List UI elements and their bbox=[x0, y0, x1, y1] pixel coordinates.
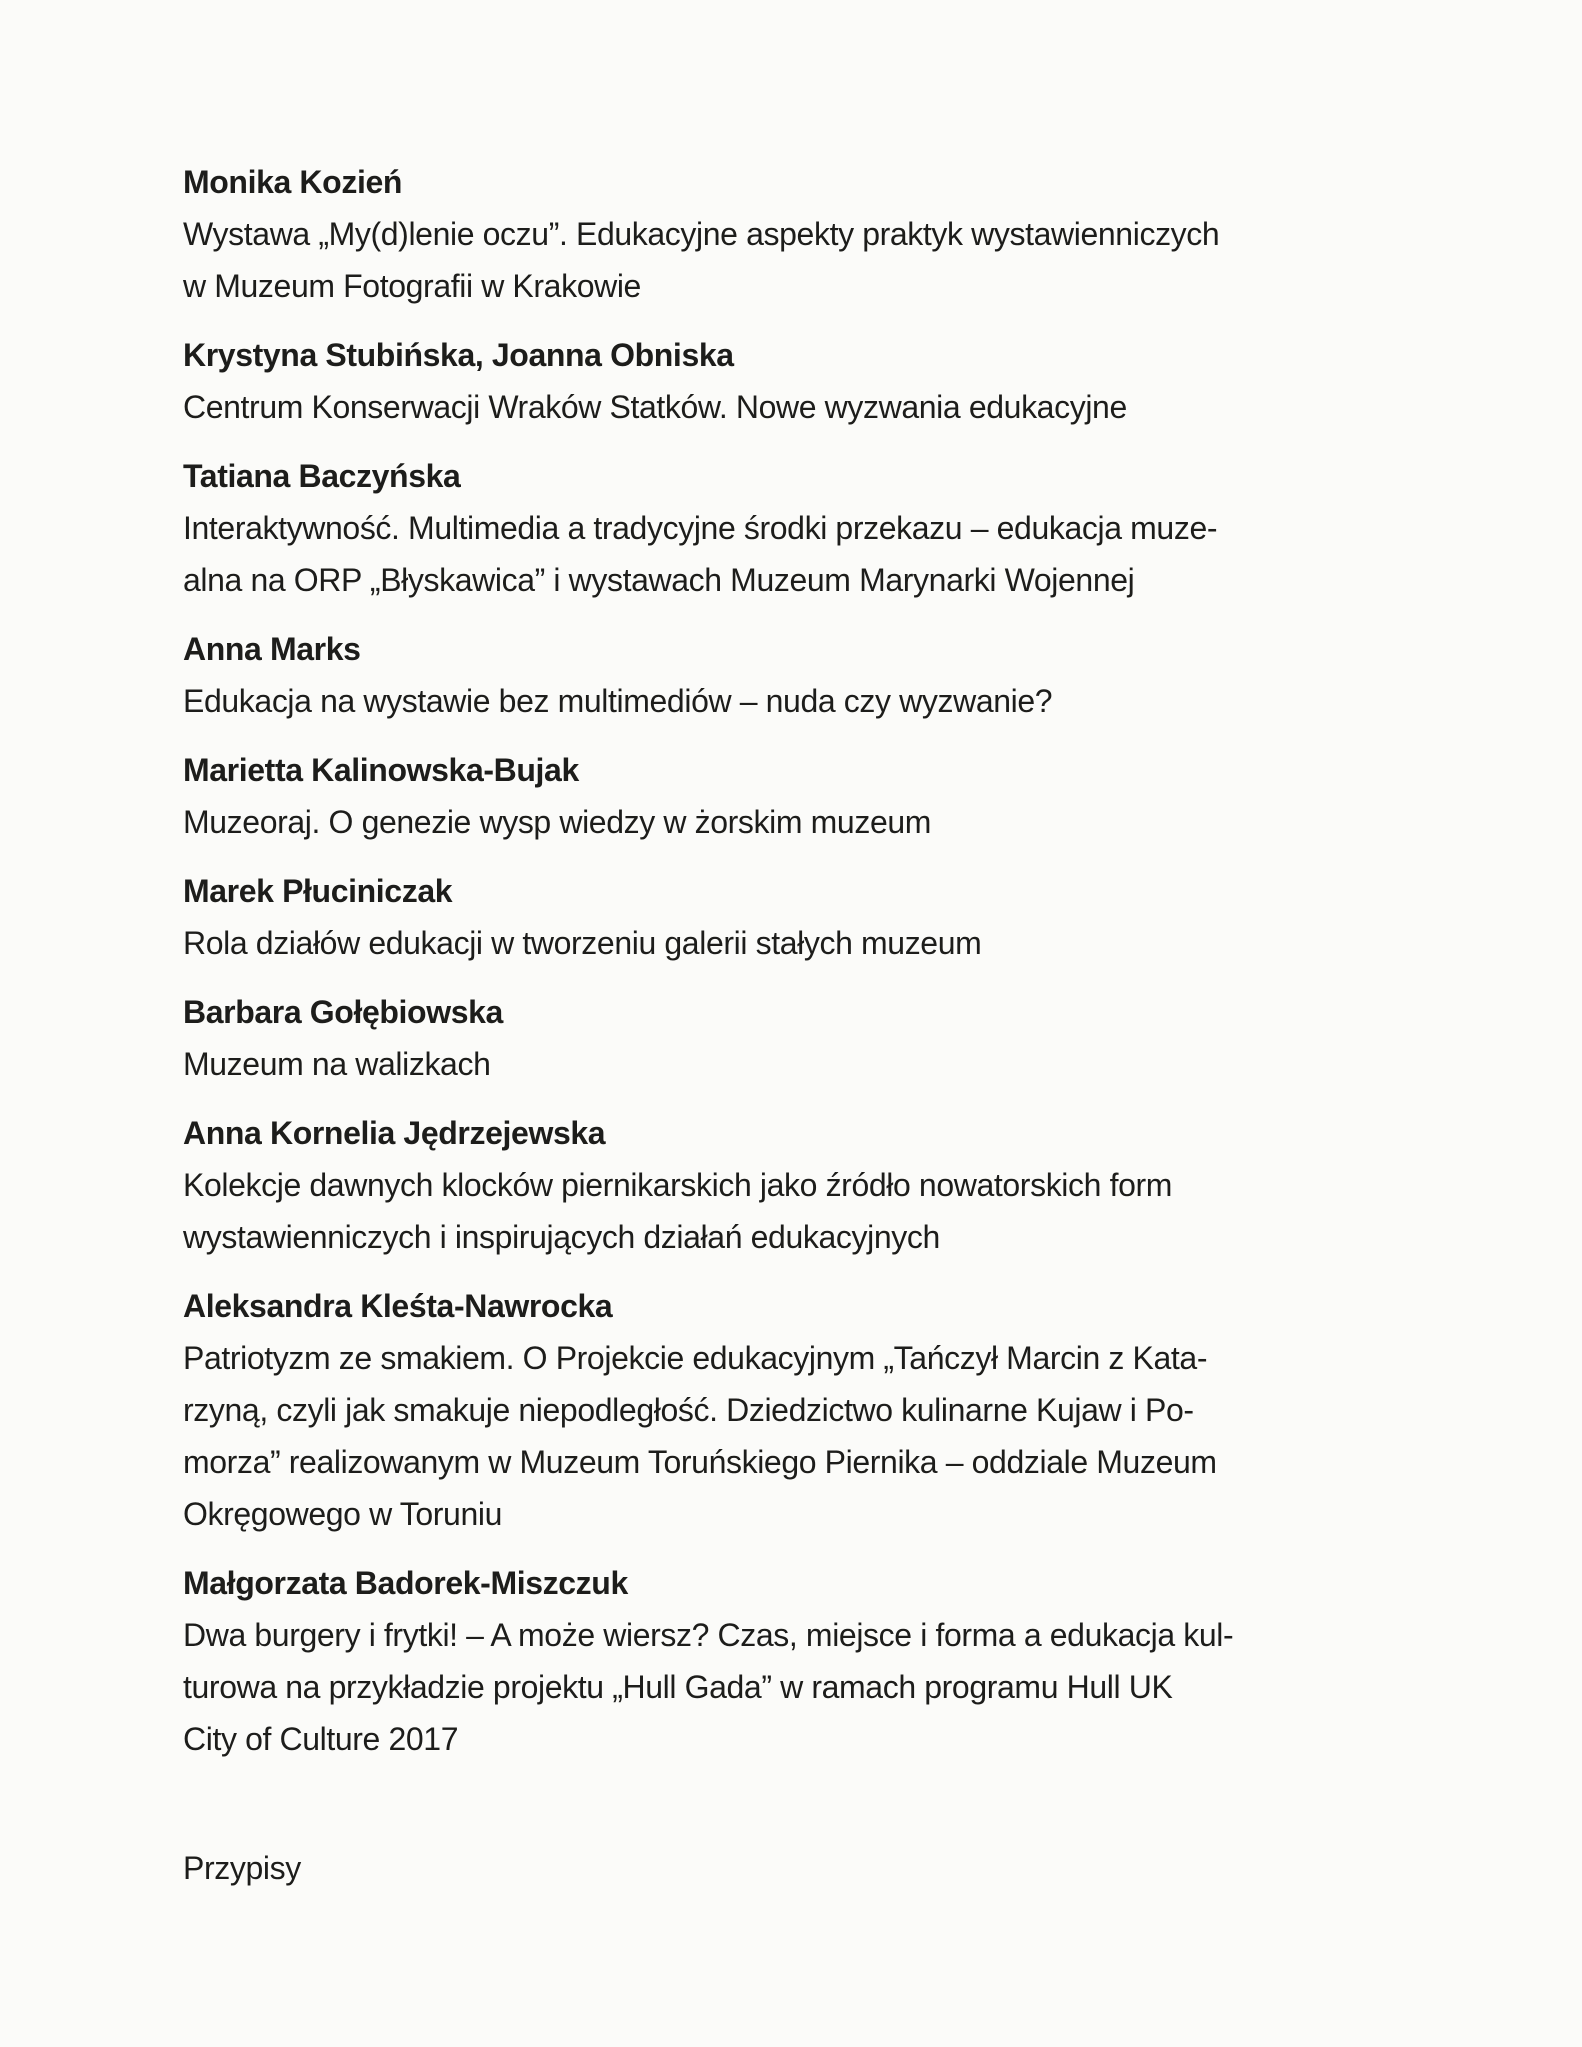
entry-author: Anna Marks bbox=[183, 631, 361, 667]
toc-entry bbox=[183, 450, 1443, 606]
entry-author: Małgorzata Badorek-Miszczuk bbox=[183, 1565, 628, 1601]
toc-entry bbox=[183, 744, 1443, 848]
entry-title: Muzeum na walizkach bbox=[183, 1046, 491, 1082]
table-of-contents bbox=[183, 156, 1443, 1894]
toc-entry bbox=[183, 1107, 1443, 1263]
entry-title: Interaktywność. Multimedia a tradycyjne środki przekazu – edukacja muze- alna na ORP „Błyskawica” i wystawach Muzeum Marynarki Wojennej bbox=[183, 510, 1218, 598]
entry-title: Centrum Konserwacji Wraków Statków. Nowe wyzwania edukacyjne bbox=[183, 389, 1127, 425]
entry-title: Kolekcje dawnych klocków piernikarskich jako źródło nowatorskich form wystawienniczych i inspirujących działań edukacyjnych bbox=[183, 1167, 1173, 1255]
entry-title: Edukacja na wystawie bez multimediów – nuda czy wyzwanie? bbox=[183, 683, 1053, 719]
entry-author: Tatiana Baczyńska bbox=[183, 458, 461, 494]
entry-title: Muzeoraj. O genezie wysp wiedzy w żorskim muzeum bbox=[183, 804, 932, 840]
toc-entry bbox=[183, 865, 1443, 969]
toc-entry bbox=[183, 1557, 1443, 1765]
toc-entry bbox=[183, 156, 1443, 312]
toc-entry bbox=[183, 1280, 1443, 1540]
entry-author: Barbara Gołębiowska bbox=[183, 994, 503, 1030]
entry-author: Monika Kozień bbox=[183, 164, 403, 200]
toc-entry bbox=[183, 986, 1443, 1090]
footnotes-heading: Przypisy bbox=[183, 1850, 301, 1886]
entry-title: Dwa burgery i frytki! – A może wiersz? Czas, miejsce i forma a edukacja kul- turowa na przykładzie projektu „Hull Gada” w ramach programu Hull UK City of Culture 2017 bbox=[183, 1617, 1234, 1757]
entry-author: Krystyna Stubińska, Joanna Obniska bbox=[183, 337, 734, 373]
toc-entry bbox=[183, 329, 1443, 433]
entry-author: Marietta Kalinowska-Bujak bbox=[183, 752, 579, 788]
entry-title: Patriotyzm ze smakiem. O Projekcie edukacyjnym „Tańczył Marcin z Kata- rzyną, czyli jak smakuje niepodległość. Dziedzictwo kulinarne Kujaw i Po- morza” realizowanym w Muzeum Toruńskiego Piernika – oddziale Muzeum Okręgowego w Toruniu bbox=[183, 1340, 1217, 1532]
entry-author: Marek Płuciniczak bbox=[183, 873, 453, 909]
entry-title: Rola działów edukacji w tworzeniu galerii stałych muzeum bbox=[183, 925, 982, 961]
entry-title: Wystawa „My(d)lenie oczu”. Edukacyjne aspekty praktyk wystawienniczych w Muzeum Fotografii w Krakowie bbox=[183, 216, 1220, 304]
entry-author: Anna Kornelia Jędrzejewska bbox=[183, 1115, 606, 1151]
entry-author: Aleksandra Kleśta-Nawrocka bbox=[183, 1288, 613, 1324]
toc-entry bbox=[183, 623, 1443, 727]
